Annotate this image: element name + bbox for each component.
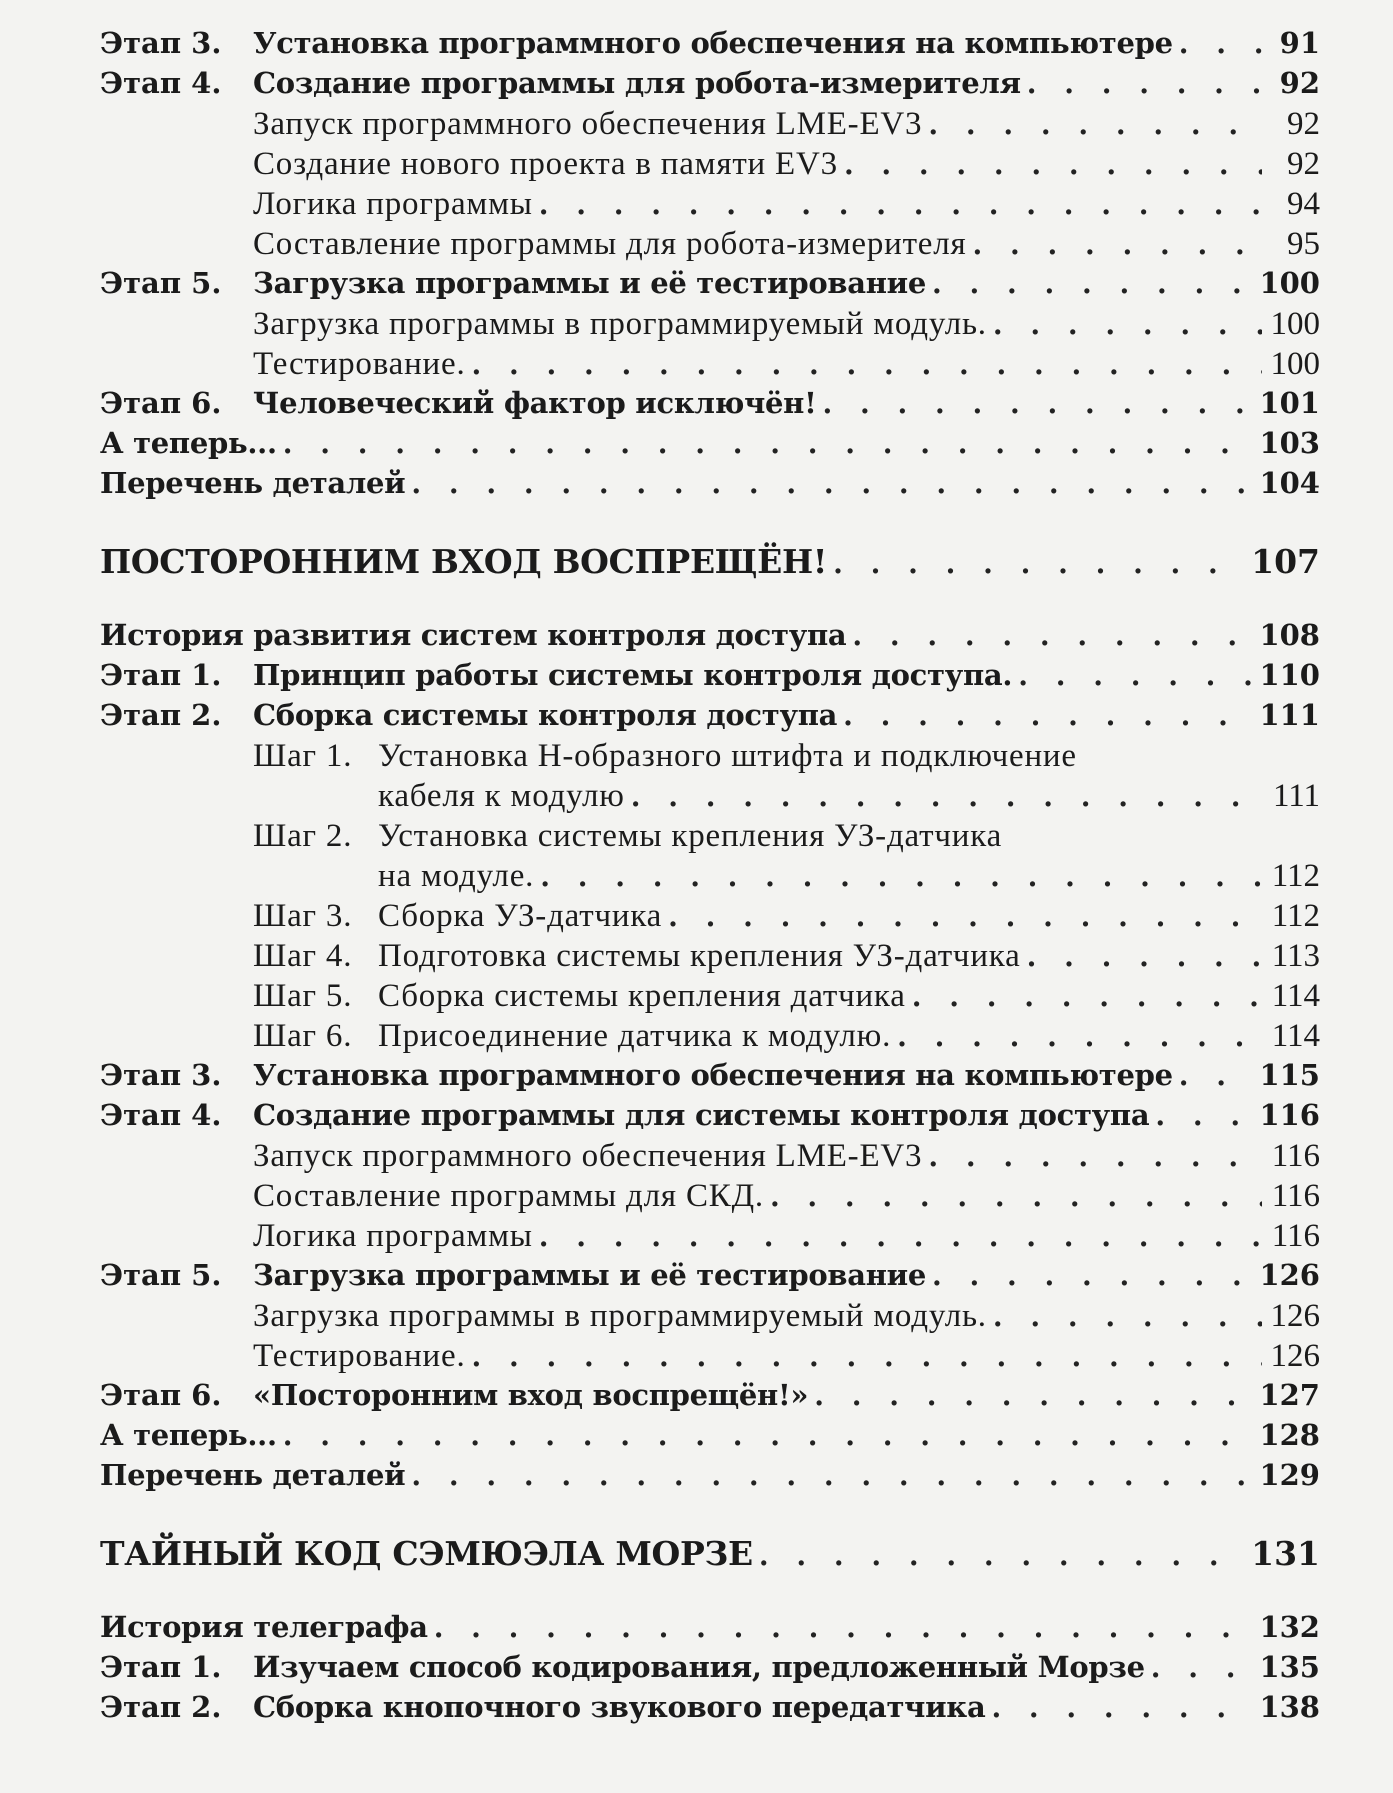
toc-subsection-entry bbox=[100, 1298, 1320, 1338]
toc-subsection-entry bbox=[100, 1178, 1320, 1218]
toc-entry-title: А теперь... bbox=[100, 426, 277, 460]
toc-page-number: 135 bbox=[1259, 1650, 1320, 1684]
toc-entry-label: Этап 5. bbox=[100, 266, 222, 300]
toc-page-number: 116 bbox=[1271, 1218, 1320, 1254]
toc-stage-entry bbox=[100, 1378, 1320, 1418]
toc-page-number: 110 bbox=[1259, 658, 1320, 692]
dot-leader bbox=[770, 1183, 1262, 1211]
toc-step-title-line1: Установка системы крепления УЗ-датчика bbox=[378, 818, 1003, 854]
toc-entry-title: Загрузка программы и её тестирование bbox=[253, 266, 926, 300]
toc-entry-title: Установка программного обеспечения на компьютере bbox=[253, 26, 1173, 60]
toc-entry-label: Этап 6. bbox=[100, 386, 222, 420]
toc-stage-entry bbox=[100, 1650, 1320, 1690]
toc-page-number: 116 bbox=[1259, 1098, 1320, 1132]
toc-step-title-line2: на модуле. bbox=[378, 858, 535, 894]
dot-leader bbox=[1179, 30, 1262, 58]
dot-leader bbox=[833, 550, 1245, 578]
toc-subsection-entry bbox=[100, 306, 1320, 346]
toc-subsection-entry bbox=[100, 1338, 1320, 1378]
toc-page-number: 100 bbox=[1270, 346, 1320, 382]
dot-leader bbox=[1155, 1102, 1253, 1130]
dot-leader bbox=[540, 863, 1262, 891]
dot-leader bbox=[1027, 70, 1262, 98]
toc-page-number: 92 bbox=[1287, 106, 1320, 142]
dot-leader bbox=[973, 231, 1263, 259]
toc-entry-label: Шаг 3. bbox=[253, 898, 353, 934]
toc-subsection-entry bbox=[100, 1138, 1320, 1178]
toc-page-number: 138 bbox=[1259, 1690, 1320, 1724]
toc-entry-title: Тестирование. bbox=[253, 1338, 466, 1374]
toc-page-number: 114 bbox=[1271, 978, 1320, 1014]
toc-entry-title: Перечень деталей bbox=[100, 1458, 406, 1492]
toc-entry-label: Этап 5. bbox=[100, 1258, 222, 1292]
toc-page-number: 95 bbox=[1287, 226, 1320, 262]
toc-entry-title: Загрузка программы и её тестирование bbox=[253, 1258, 926, 1292]
toc-section-entry bbox=[100, 618, 1320, 658]
toc-stage-entry bbox=[100, 266, 1320, 306]
toc-step-entry bbox=[100, 1018, 1320, 1058]
dot-leader bbox=[411, 470, 1253, 498]
toc-page-number: 116 bbox=[1271, 1138, 1320, 1174]
toc-page-number: 126 bbox=[1270, 1338, 1320, 1374]
toc-entry-title: Логика программы bbox=[253, 186, 533, 222]
toc-stage-entry bbox=[100, 1258, 1320, 1298]
toc-stage-entry bbox=[100, 1058, 1320, 1098]
toc-entry-title: Создание нового проекта в памяти EV3 bbox=[253, 146, 838, 182]
dot-leader bbox=[844, 151, 1262, 179]
toc-page-number: 91 bbox=[1279, 26, 1320, 60]
dot-leader bbox=[823, 390, 1254, 418]
dot-leader bbox=[912, 983, 1262, 1011]
toc-page-number: 116 bbox=[1271, 1178, 1320, 1214]
dot-leader bbox=[991, 1694, 1253, 1722]
toc-entry-label: Этап 1. bbox=[100, 1650, 222, 1684]
toc-entry-title: Логика программы bbox=[253, 1218, 533, 1254]
dot-leader bbox=[759, 1542, 1245, 1570]
toc-entry-title: Загрузка программы в программируемый модуль. bbox=[253, 1298, 987, 1334]
toc-step-title-line1: Установка Н-образного штифта и подключение bbox=[378, 738, 1077, 774]
dot-leader bbox=[539, 1223, 1262, 1251]
toc-entry-title: Человеческий фактор исключён! bbox=[253, 386, 817, 420]
toc-entry-title: Сборка кнопочного звукового передатчика bbox=[253, 1690, 986, 1724]
dot-leader bbox=[631, 783, 1262, 811]
toc-entry-title: А теперь... bbox=[100, 1418, 277, 1452]
toc-entry-title: Перечень деталей bbox=[100, 466, 406, 500]
dot-leader bbox=[1179, 1062, 1254, 1090]
toc-page-number: 111 bbox=[1272, 778, 1320, 814]
toc-section-entry bbox=[100, 1458, 1320, 1498]
toc-page-number: 111 bbox=[1259, 698, 1320, 732]
toc-entry-title: Установка программного обеспечения на компьютере bbox=[253, 1058, 1173, 1092]
toc-step-first-line bbox=[253, 738, 1320, 778]
toc-entry-title: Составление программы для робота-измерителя bbox=[253, 226, 967, 262]
toc-page-number: 113 bbox=[1271, 938, 1320, 974]
toc-step-entry bbox=[100, 898, 1320, 938]
toc-entry-title: Создание программы для системы контроля доступа bbox=[253, 1098, 1150, 1132]
dot-leader bbox=[843, 702, 1253, 730]
toc-stage-entry bbox=[100, 658, 1320, 698]
toc-stage-entry bbox=[100, 1098, 1320, 1138]
toc-page-number: 92 bbox=[1287, 146, 1320, 182]
toc-stage-entry bbox=[100, 698, 1320, 738]
toc-page-number: 103 bbox=[1259, 426, 1320, 460]
toc-page-number: 104 bbox=[1259, 466, 1320, 500]
dot-leader bbox=[472, 1343, 1262, 1371]
dot-leader bbox=[434, 1614, 1254, 1642]
toc-stage-entry bbox=[100, 66, 1320, 106]
table-of-contents bbox=[100, 26, 1320, 1730]
toc-entry-label: Шаг 6. bbox=[253, 1018, 353, 1054]
toc-page-number: 114 bbox=[1271, 1018, 1320, 1054]
toc-page-number: 126 bbox=[1259, 1258, 1320, 1292]
toc-page-number: 101 bbox=[1259, 386, 1320, 420]
toc-entry-label: Этап 3. bbox=[100, 26, 222, 60]
toc-page-number: 112 bbox=[1271, 898, 1320, 934]
toc-entry-label: Этап 2. bbox=[100, 1690, 222, 1724]
toc-entry-title: Сборка системы крепления датчика bbox=[378, 978, 906, 1014]
toc-entry-title: «Посторонним вход воспрещён!» bbox=[253, 1378, 809, 1412]
dot-leader bbox=[283, 1422, 1254, 1450]
toc-page-number: 107 bbox=[1251, 542, 1320, 581]
toc-subsection-entry bbox=[100, 146, 1320, 186]
toc-page-number: 92 bbox=[1279, 66, 1320, 100]
toc-subsection-entry bbox=[100, 226, 1320, 266]
toc-page-number: 128 bbox=[1259, 1418, 1320, 1452]
toc-entry-title: Сборка системы контроля доступа bbox=[253, 698, 838, 732]
toc-entry-title: Присоединение датчика к модулю. bbox=[378, 1018, 892, 1054]
toc-step-title-line2: кабеля к модулю bbox=[378, 778, 625, 814]
toc-entry-title: Подготовка системы крепления УЗ-датчика bbox=[378, 938, 1021, 974]
toc-entry-title: Запуск программного обеспечения LME-EV3 bbox=[253, 106, 923, 142]
toc-entry-label: Этап 2. bbox=[100, 698, 222, 732]
dot-leader bbox=[932, 1262, 1253, 1290]
section-gap bbox=[100, 586, 1320, 618]
toc-subsection-entry bbox=[100, 186, 1320, 226]
toc-stage-entry bbox=[100, 26, 1320, 66]
toc-subsection-entry bbox=[100, 106, 1320, 146]
toc-page-number: 127 bbox=[1259, 1378, 1320, 1412]
toc-subsection-entry bbox=[100, 1218, 1320, 1258]
dot-leader bbox=[1027, 943, 1262, 971]
toc-step-first-line bbox=[253, 818, 1320, 858]
dot-leader bbox=[993, 311, 1262, 339]
dot-leader bbox=[928, 111, 1262, 139]
toc-page-number: 129 bbox=[1259, 1458, 1320, 1492]
toc-entry-title: Изучаем способ кодирования, предложенный Морзе bbox=[253, 1650, 1145, 1684]
toc-entry-label: Шаг 4. bbox=[253, 938, 353, 974]
section-gap bbox=[100, 1578, 1320, 1610]
toc-section-entry bbox=[100, 1610, 1320, 1650]
toc-entry-title: История развития систем контроля доступа bbox=[100, 618, 847, 652]
dot-leader bbox=[1151, 1654, 1254, 1682]
dot-leader bbox=[852, 622, 1253, 650]
toc-step-entry bbox=[100, 938, 1320, 978]
toc-page-number: 112 bbox=[1271, 858, 1320, 894]
toc-entry-title: Запуск программного обеспечения LME-EV3 bbox=[253, 1138, 923, 1174]
toc-step-entry bbox=[100, 978, 1320, 1018]
dot-leader bbox=[668, 903, 1262, 931]
toc-section-entry bbox=[100, 466, 1320, 506]
toc-subsection-entry bbox=[100, 346, 1320, 386]
dot-leader bbox=[814, 1382, 1253, 1410]
toc-entry-label: Этап 6. bbox=[100, 1378, 222, 1412]
toc-entry-title: ТАЙНЫЙ КОД СЭМЮЭЛА МОРЗЕ bbox=[100, 1534, 753, 1573]
toc-page-number: 115 bbox=[1259, 1058, 1320, 1092]
section-gap bbox=[100, 506, 1320, 538]
toc-entry-label: Шаг 5. bbox=[253, 978, 353, 1014]
toc-entry-title: История телеграфа bbox=[100, 1610, 428, 1644]
toc-chapter-heading bbox=[100, 1534, 1320, 1578]
toc-section-entry bbox=[100, 426, 1320, 466]
toc-entry-title: Создание программы для робота-измерителя bbox=[253, 66, 1021, 100]
dot-leader bbox=[932, 270, 1253, 298]
toc-page-number: 94 bbox=[1287, 186, 1320, 222]
toc-entry-title: Загрузка программы в программируемый модуль. bbox=[253, 306, 987, 342]
toc-entry-title: Принцип работы системы контроля доступа. bbox=[253, 658, 1013, 692]
toc-stage-entry bbox=[100, 1690, 1320, 1730]
toc-stage-entry bbox=[100, 386, 1320, 426]
toc-entry-title: Тестирование. bbox=[253, 346, 466, 382]
toc-entry-title: ПОСТОРОННИМ ВХОД ВОСПРЕЩЁН! bbox=[100, 542, 828, 581]
section-gap bbox=[100, 1498, 1320, 1530]
toc-step-label: Шаг 1. bbox=[253, 738, 353, 774]
toc-step-second-line bbox=[253, 858, 1320, 898]
toc-entry-label: Этап 3. bbox=[100, 1058, 222, 1092]
dot-leader bbox=[283, 430, 1254, 458]
toc-step-label: Шаг 2. bbox=[253, 818, 353, 854]
toc-entry-label: Этап 4. bbox=[100, 66, 222, 100]
dot-leader bbox=[993, 1303, 1262, 1331]
toc-page-number: 100 bbox=[1270, 306, 1320, 342]
toc-page-number: 132 bbox=[1259, 1610, 1320, 1644]
toc-page-number: 108 bbox=[1259, 618, 1320, 652]
toc-step-entry bbox=[100, 818, 1320, 898]
dot-leader bbox=[539, 191, 1262, 219]
dot-leader bbox=[897, 1023, 1262, 1051]
toc-entry-label: Этап 4. bbox=[100, 1098, 222, 1132]
toc-entry-title: Сборка УЗ-датчика bbox=[378, 898, 663, 934]
toc-step-second-line bbox=[253, 778, 1320, 818]
toc-page-number: 100 bbox=[1259, 266, 1320, 300]
toc-page-number: 126 bbox=[1270, 1298, 1320, 1334]
toc-section-entry bbox=[100, 1418, 1320, 1458]
toc-chapter-heading bbox=[100, 542, 1320, 586]
toc-step-entry bbox=[100, 738, 1320, 818]
dot-leader bbox=[411, 1462, 1253, 1490]
toc-entry-title: Составление программы для СКД. bbox=[253, 1178, 764, 1214]
toc-entry-label: Этап 1. bbox=[100, 658, 222, 692]
dot-leader bbox=[472, 351, 1262, 379]
toc-page-number: 131 bbox=[1251, 1534, 1320, 1573]
dot-leader bbox=[1018, 662, 1253, 690]
dot-leader bbox=[928, 1143, 1262, 1171]
